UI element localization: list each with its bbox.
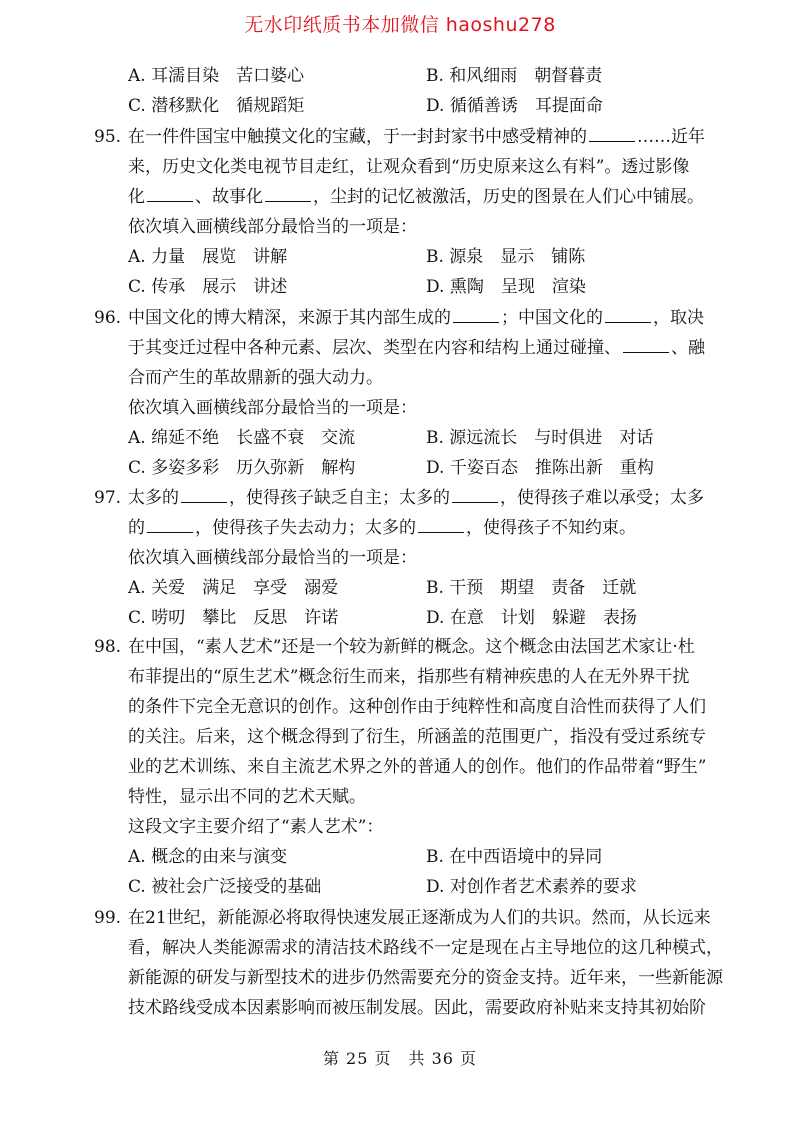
- page-footer: 第 25 页 共 36 页: [322, 1049, 478, 1068]
- q98-line-5: 业的艺术训练、来自主流艺术界之外的普通人的创作。他们的作品带着“野生”: [128, 757, 707, 777]
- q96-line-2: 于其变迁过程中各种元素、层次、类型在内容和结构上通过碰撞、 、融: [128, 338, 705, 358]
- blank: [605, 308, 651, 323]
- q98-option-c: C. 被社会广泛接受的基础: [128, 877, 322, 897]
- q98-line-3: 的条件下完全无意识的创作。这种创作由于纯粹性和高度自洽性而获得了人们: [128, 697, 706, 717]
- q99-line-4: 技术路线受成本因素影响而被压制发展。因此，需要政府补贴来支持其初始阶: [128, 998, 706, 1018]
- q99-number: 99.: [94, 908, 122, 928]
- q98-number: 98.: [94, 637, 122, 657]
- blank: [453, 308, 499, 323]
- q98-line-2: 布菲提出的“原生艺术”概念衍生而来，指那些有精神疾患的人在无外界干扰: [128, 667, 690, 687]
- q97-prompt: 依次填入画横线部分最恰当的一项是：: [128, 548, 417, 568]
- q94-option-d: D. 循循善诱 耳提面命: [426, 96, 603, 116]
- q95-line-1: 95. 在一件件国宝中触摸文化的宝藏，于一封封家书中感受精神的 ……近年: [94, 127, 705, 147]
- q95-prompt: 依次填入画横线部分最恰当的一项是：: [128, 217, 417, 237]
- q96-option-d: D. 千姿百态 推陈出新 重构: [426, 458, 654, 478]
- q99-line-2: 看，解决人类能源需求的清洁技术路线不一定是现在占主导地位的这几种模式，: [128, 938, 723, 958]
- q98-option-a: A. 概念的由来与演变: [128, 847, 288, 867]
- q96-prompt: 依次填入画横线部分最恰当的一项是：: [128, 398, 417, 418]
- q98-line-6: 特性，显示出不同的艺术天赋。: [128, 787, 366, 807]
- blank: [147, 518, 193, 533]
- q98-option-b: B. 在中西语境中的异同: [426, 847, 603, 867]
- q98-prompt: 这段文字主要介绍了“素人艺术”：: [128, 817, 384, 837]
- q98-line-1: 98. 在中国，“素人艺术”还是一个较为新鲜的概念。这个概念由法国艺术家让·杜: [94, 637, 695, 657]
- q96-line-1: 96. 中国文化的博大精深，来源于其内部生成的 ；中国文化的 ，取决: [94, 308, 704, 328]
- blank: [418, 518, 464, 533]
- blank: [265, 187, 311, 202]
- q95-number: 95.: [94, 127, 122, 147]
- q95-line-2: 来，历史文化类电视节目走红，让观众看到“历史原来这么有料”。透过影像: [128, 157, 690, 177]
- q97-line-2: 的 ，使得孩子失去动力；太多的 ，使得孩子不知约束。: [128, 518, 636, 538]
- q97-option-d: D. 在意 计划 躲避 表扬: [426, 608, 637, 628]
- q95-option-a: A. 力量 展览 讲解: [128, 247, 288, 267]
- q95-option-d: D. 熏陶 呈现 渲染: [426, 277, 586, 297]
- blank: [181, 488, 227, 503]
- q94-option-c: C. 潜移默化 循规蹈矩: [128, 96, 305, 116]
- q96-option-c: C. 多姿多彩 历久弥新 解构: [128, 458, 356, 478]
- q95-option-b: B. 源泉 显示 铺陈: [426, 247, 586, 267]
- q97-option-a: A. 关爱 满足 享受 溺爱: [128, 578, 339, 598]
- q96-number: 96.: [94, 308, 122, 328]
- watermark: 无水印纸质书本加微信 haoshu278: [244, 14, 556, 36]
- q98-option-d: D. 对创作者艺术素养的要求: [426, 877, 637, 897]
- q97-option-b: B. 干预 期望 责备 迁就: [426, 578, 637, 598]
- q95-line-3: 化 、故事化 ，尘封的记忆被激活，历史的图景在人们心中铺展。: [128, 187, 704, 207]
- q94-option-b: B. 和风细雨 朝督暮责: [426, 66, 603, 86]
- q99-line-3: 新能源的研发与新型技术的进步仍然需要充分的资金支持。近年来，一些新能源: [128, 968, 723, 988]
- q97-line-1: 97. 太多的 ，使得孩子缺乏自主；太多的 ，使得孩子难以承受；太多: [94, 488, 704, 508]
- q96-option-a: A. 绵延不绝 长盛不衰 交流: [128, 428, 356, 448]
- q97-option-c: C. 唠叨 攀比 反思 许诺: [128, 608, 339, 628]
- blank: [623, 338, 669, 353]
- q99-line-1: 99. 在21世纪，新能源必将取得快速发展正逐渐成为人们的共识。然而，从长远来: [94, 908, 711, 928]
- blank: [452, 488, 498, 503]
- q95-option-c: C. 传承 展示 讲述: [128, 277, 288, 297]
- blank: [589, 127, 635, 142]
- q96-option-b: B. 源远流长 与时俱进 对话: [426, 428, 654, 448]
- q94-option-a: A. 耳濡目染 苦口婆心: [128, 66, 305, 86]
- blank: [147, 187, 193, 202]
- q96-line-3: 合而产生的革故鼎新的强大动力。: [128, 368, 383, 388]
- q97-number: 97.: [94, 488, 122, 508]
- q98-line-4: 的关注。后来，这个概念得到了衍生，所涵盖的范围更广，指没有受过系统专: [128, 727, 706, 747]
